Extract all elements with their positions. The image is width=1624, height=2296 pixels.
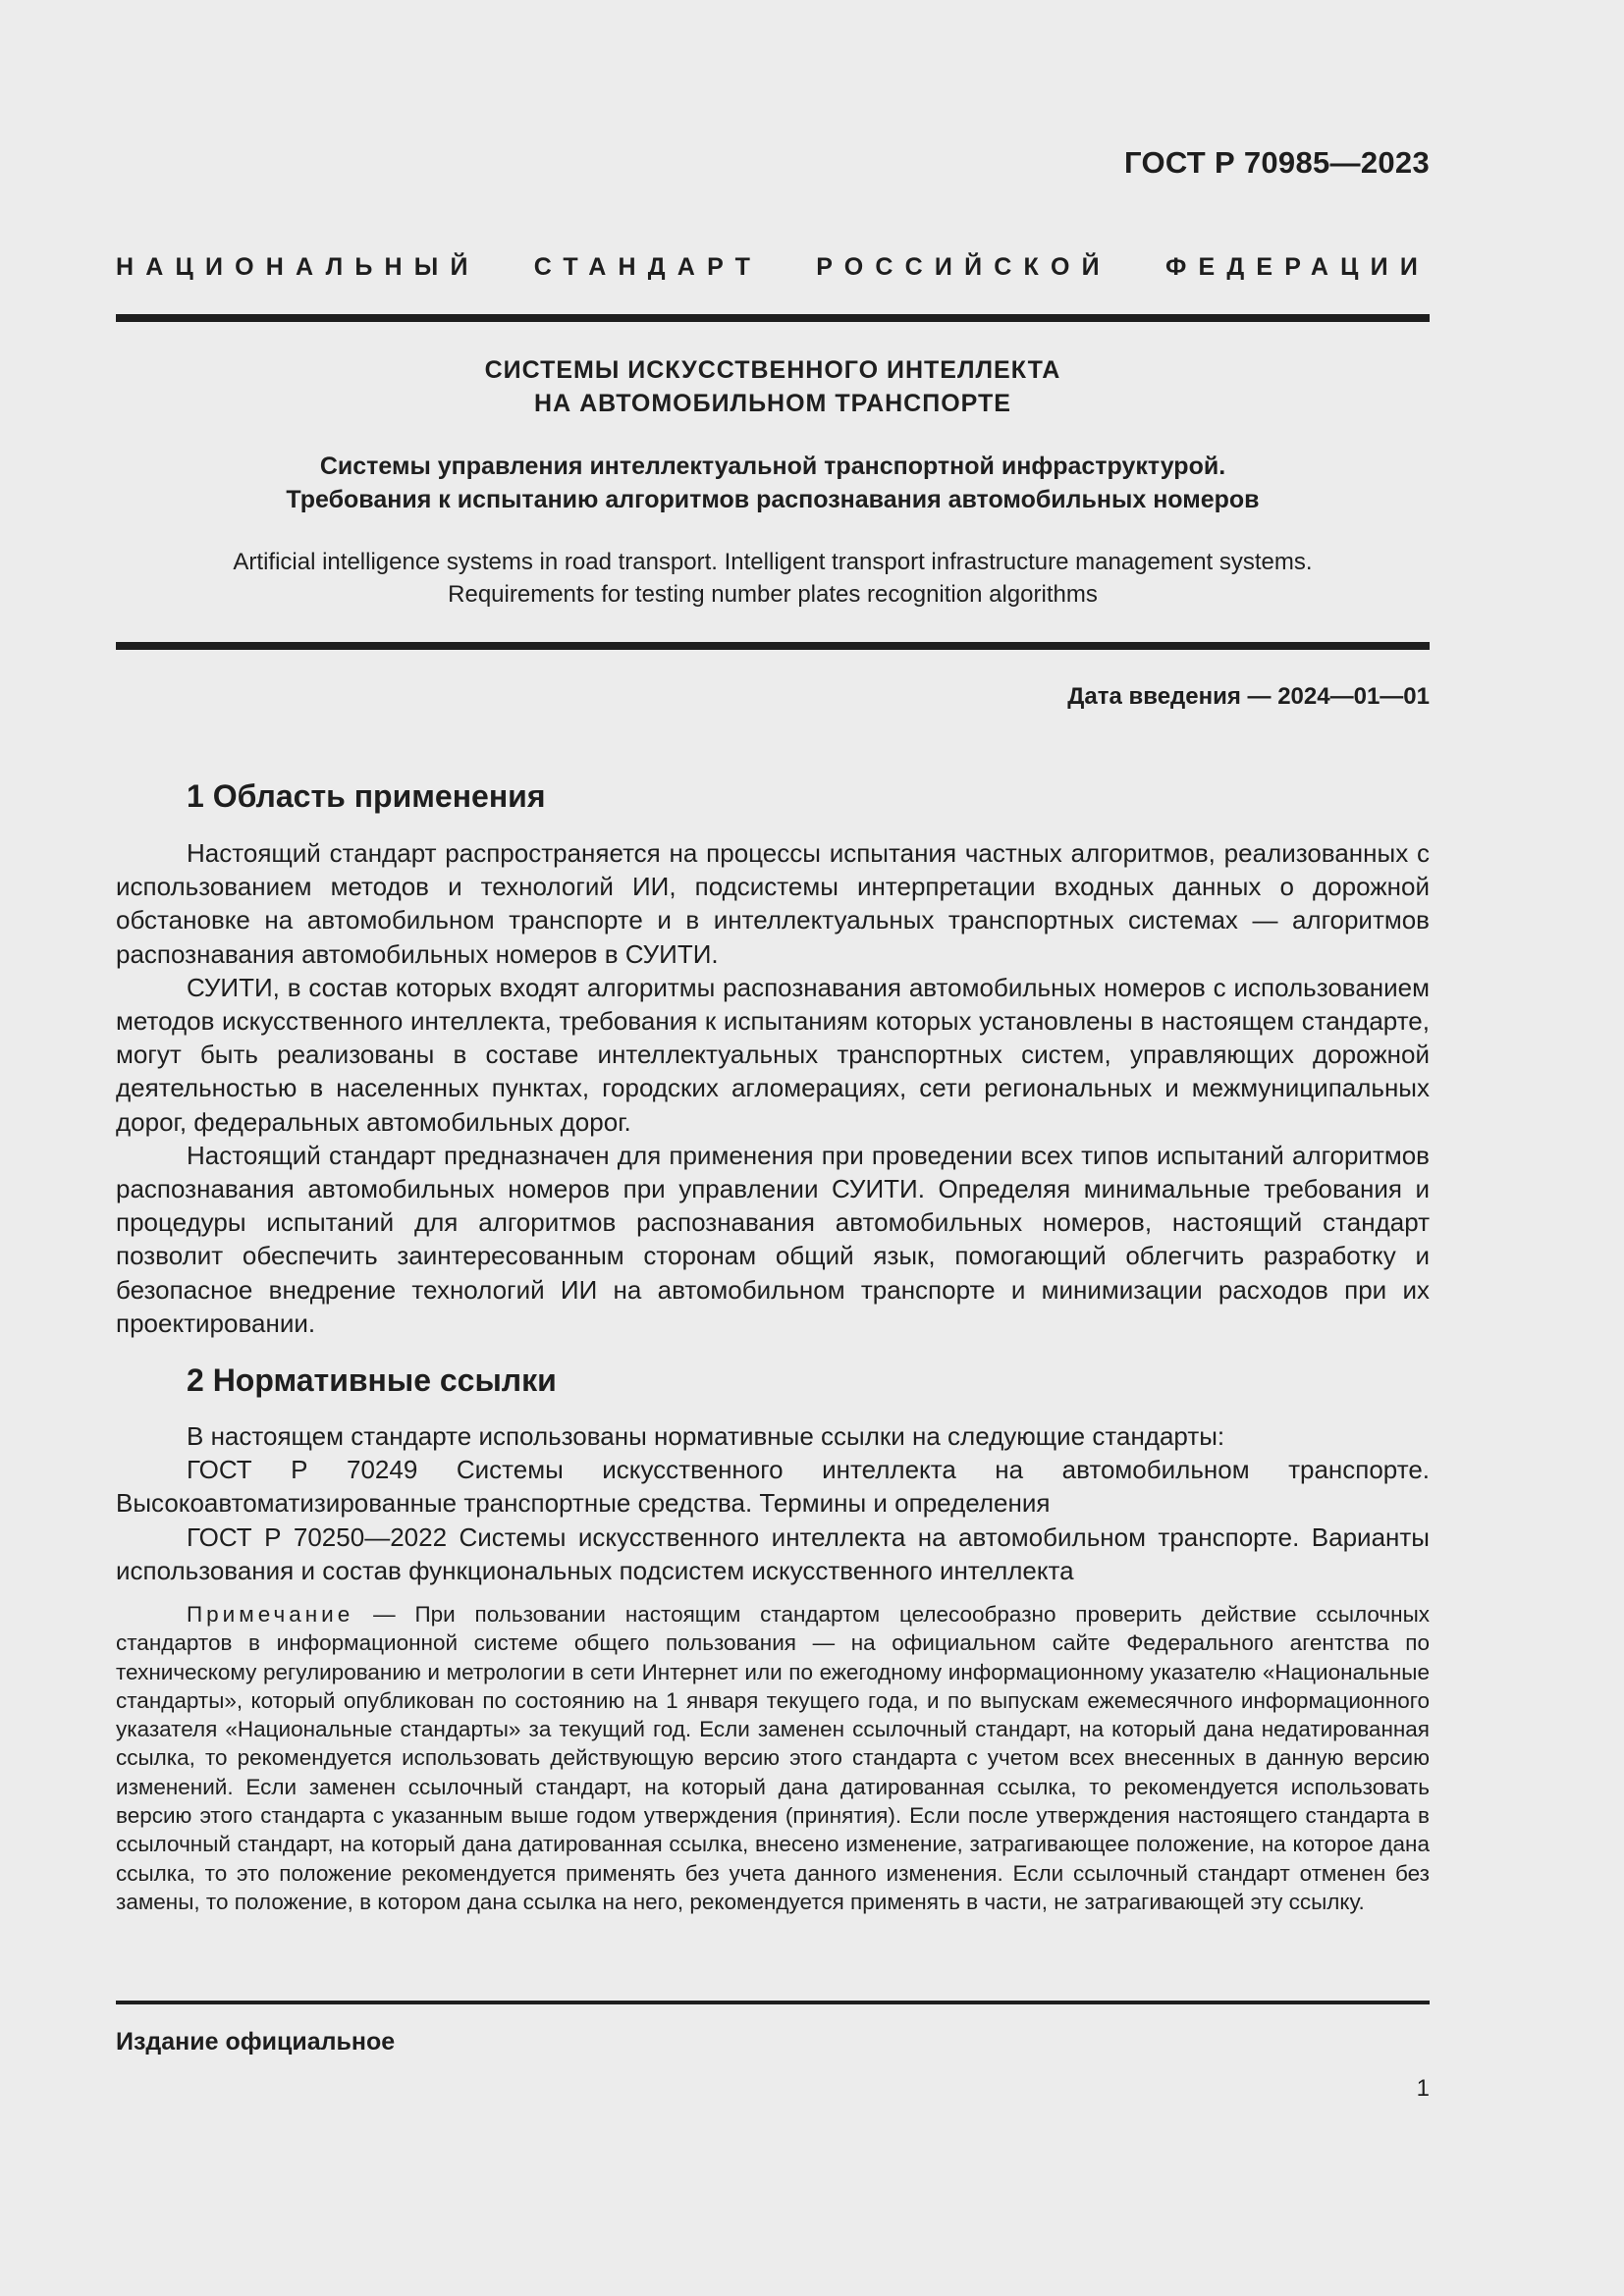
english-title	[116, 546, 1430, 611]
subtitle	[116, 450, 1430, 516]
section-2-note	[116, 1600, 1430, 1916]
edition-label: Издание официальное	[116, 2028, 396, 2056]
english-title-line-2: Requirements for testing number plates recognition algorithms	[448, 581, 1098, 608]
middle-divider	[116, 642, 1430, 650]
section-1-heading: 1 Область применения	[187, 778, 546, 814]
english-title-line-1: Artificial intelligence systems in road transport. Intelligent transport infrastructure management systems.	[233, 549, 1313, 575]
main-title-line-2: НА АВТОМОБИЛЬНОМ ТРАНСПОРТЕ	[534, 390, 1011, 417]
introduction-date: Дата введения — 2024—01—01	[1067, 683, 1430, 710]
section-2-paragraph: В настоящем стандарте использованы нормативные ссылки на следующие стандарты:	[187, 1421, 1225, 1451]
note-label: Примечание	[187, 1602, 354, 1627]
main-title	[116, 353, 1430, 420]
section-1-paragraph: Настоящий стандарт предназначен для применения при проведении всех типов испытаний алгоритмов распознавания автомобильных номеров при управлении СУИТИ. Определяя минимальные требования и процедуры испытаний для алгоритмов распознавания автомобильных номеров, настоящий стандарт позволит обеспечить заинтересованным сторонам общий язык, помогающий облегчить разработку и безопасное внедрение технологий ИИ на автомобильном транспорте и минимизации расходов при их проектировании.	[116, 1140, 1430, 1338]
national-standard-banner: НАЦИОНАЛЬНЫЙ СТАНДАРТ РОССИЙСКОЙ ФЕДЕРАЦИИ	[116, 253, 1430, 281]
section-1-body	[116, 836, 1430, 1340]
normative-reference: ГОСТ Р 70249 Системы искусственного интеллекта на автомобильном транспорте. Высокоавтоматизированные транспортные средства. Термины и определения	[116, 1455, 1430, 1519]
bottom-divider	[116, 2001, 1430, 2004]
page-number: 1	[1416, 2075, 1430, 2102]
note-text: — При пользовании настоящим стандартом целесообразно проверить действие ссылочных стандартов в информационной системе общего пользования — на официальном сайте Федерального агентства по техническому регулированию и метрологии в сети Интернет или по ежегодному информационному указателю «Национальные стандарты», который опубликован по состоянию на 1 января текущего года, и по выпускам ежемесячного информационного указателя «Национальные стандарты» за текущий год. Если заменен ссылочный стандарт, на который дана недатированная ссылка, то рекомендуется использовать действующую версию этого стандарта с учетом всех внесенных в данную версию изменений. Если заменен ссылочный стандарт, на который дана датированная ссылка, то рекомендуется использовать версию этого стандарта с указанным выше годом утверждения (принятия). Если после утверждения настоящего стандарта в ссылочный стандарт, на который дана датированная ссылка, внесено изменение, затрагивающее положение, на которое дана ссылка, то это положение рекомендуется применять без учета данного изменения. Если ссылочный стандарт отменен без замены, то положение, в котором дана ссылка на него, рекомендуется применять в части, не затрагивающей эту ссылку.	[116, 1602, 1430, 1914]
subtitle-line-1: Системы управления интеллектуальной транспортной инфраструктурой.	[319, 453, 1226, 480]
main-title-line-1: СИСТЕМЫ ИСКУССТВЕННОГО ИНТЕЛЛЕКТА	[484, 356, 1061, 384]
subtitle-line-2: Требования к испытанию алгоритмов распознавания автомобильных номеров	[286, 486, 1260, 513]
section-1-paragraph: СУИТИ, в состав которых входят алгоритмы распознавания автомобильных номеров с использованием методов искусственного интеллекта, требования к испытаниям которых установлены в настоящем стандарте, могут быть реализованы в составе интеллектуальных транспортных систем, управляющих дорожной деятельностью в населенных пунктах, городских агломерациях, сети региональных и межмуниципальных дорог, федеральных автомобильных дорог.	[116, 972, 1430, 1137]
section-2-heading: 2 Нормативные ссылки	[187, 1362, 557, 1398]
section-2-body	[116, 1419, 1430, 1587]
section-1-paragraph: Настоящий стандарт распространяется на процессы испытания частных алгоритмов, реализованных с использованием методов и технологий ИИ, подсистемы интерпретации входных данных о дорожной обстановке на автомобильном транспорте и в интеллектуальных транспортных системах — алгоритмов распознавания автомобильных номеров в СУИТИ.	[116, 838, 1430, 969]
top-divider	[116, 314, 1430, 322]
normative-reference: ГОСТ Р 70250—2022 Системы искусственного интеллекта на автомобильном транспорте. Варианты использования и состав функциональных подсистем искусственного интеллекта	[116, 1522, 1430, 1585]
gost-code: ГОСТ Р 70985—2023	[1124, 145, 1430, 180]
